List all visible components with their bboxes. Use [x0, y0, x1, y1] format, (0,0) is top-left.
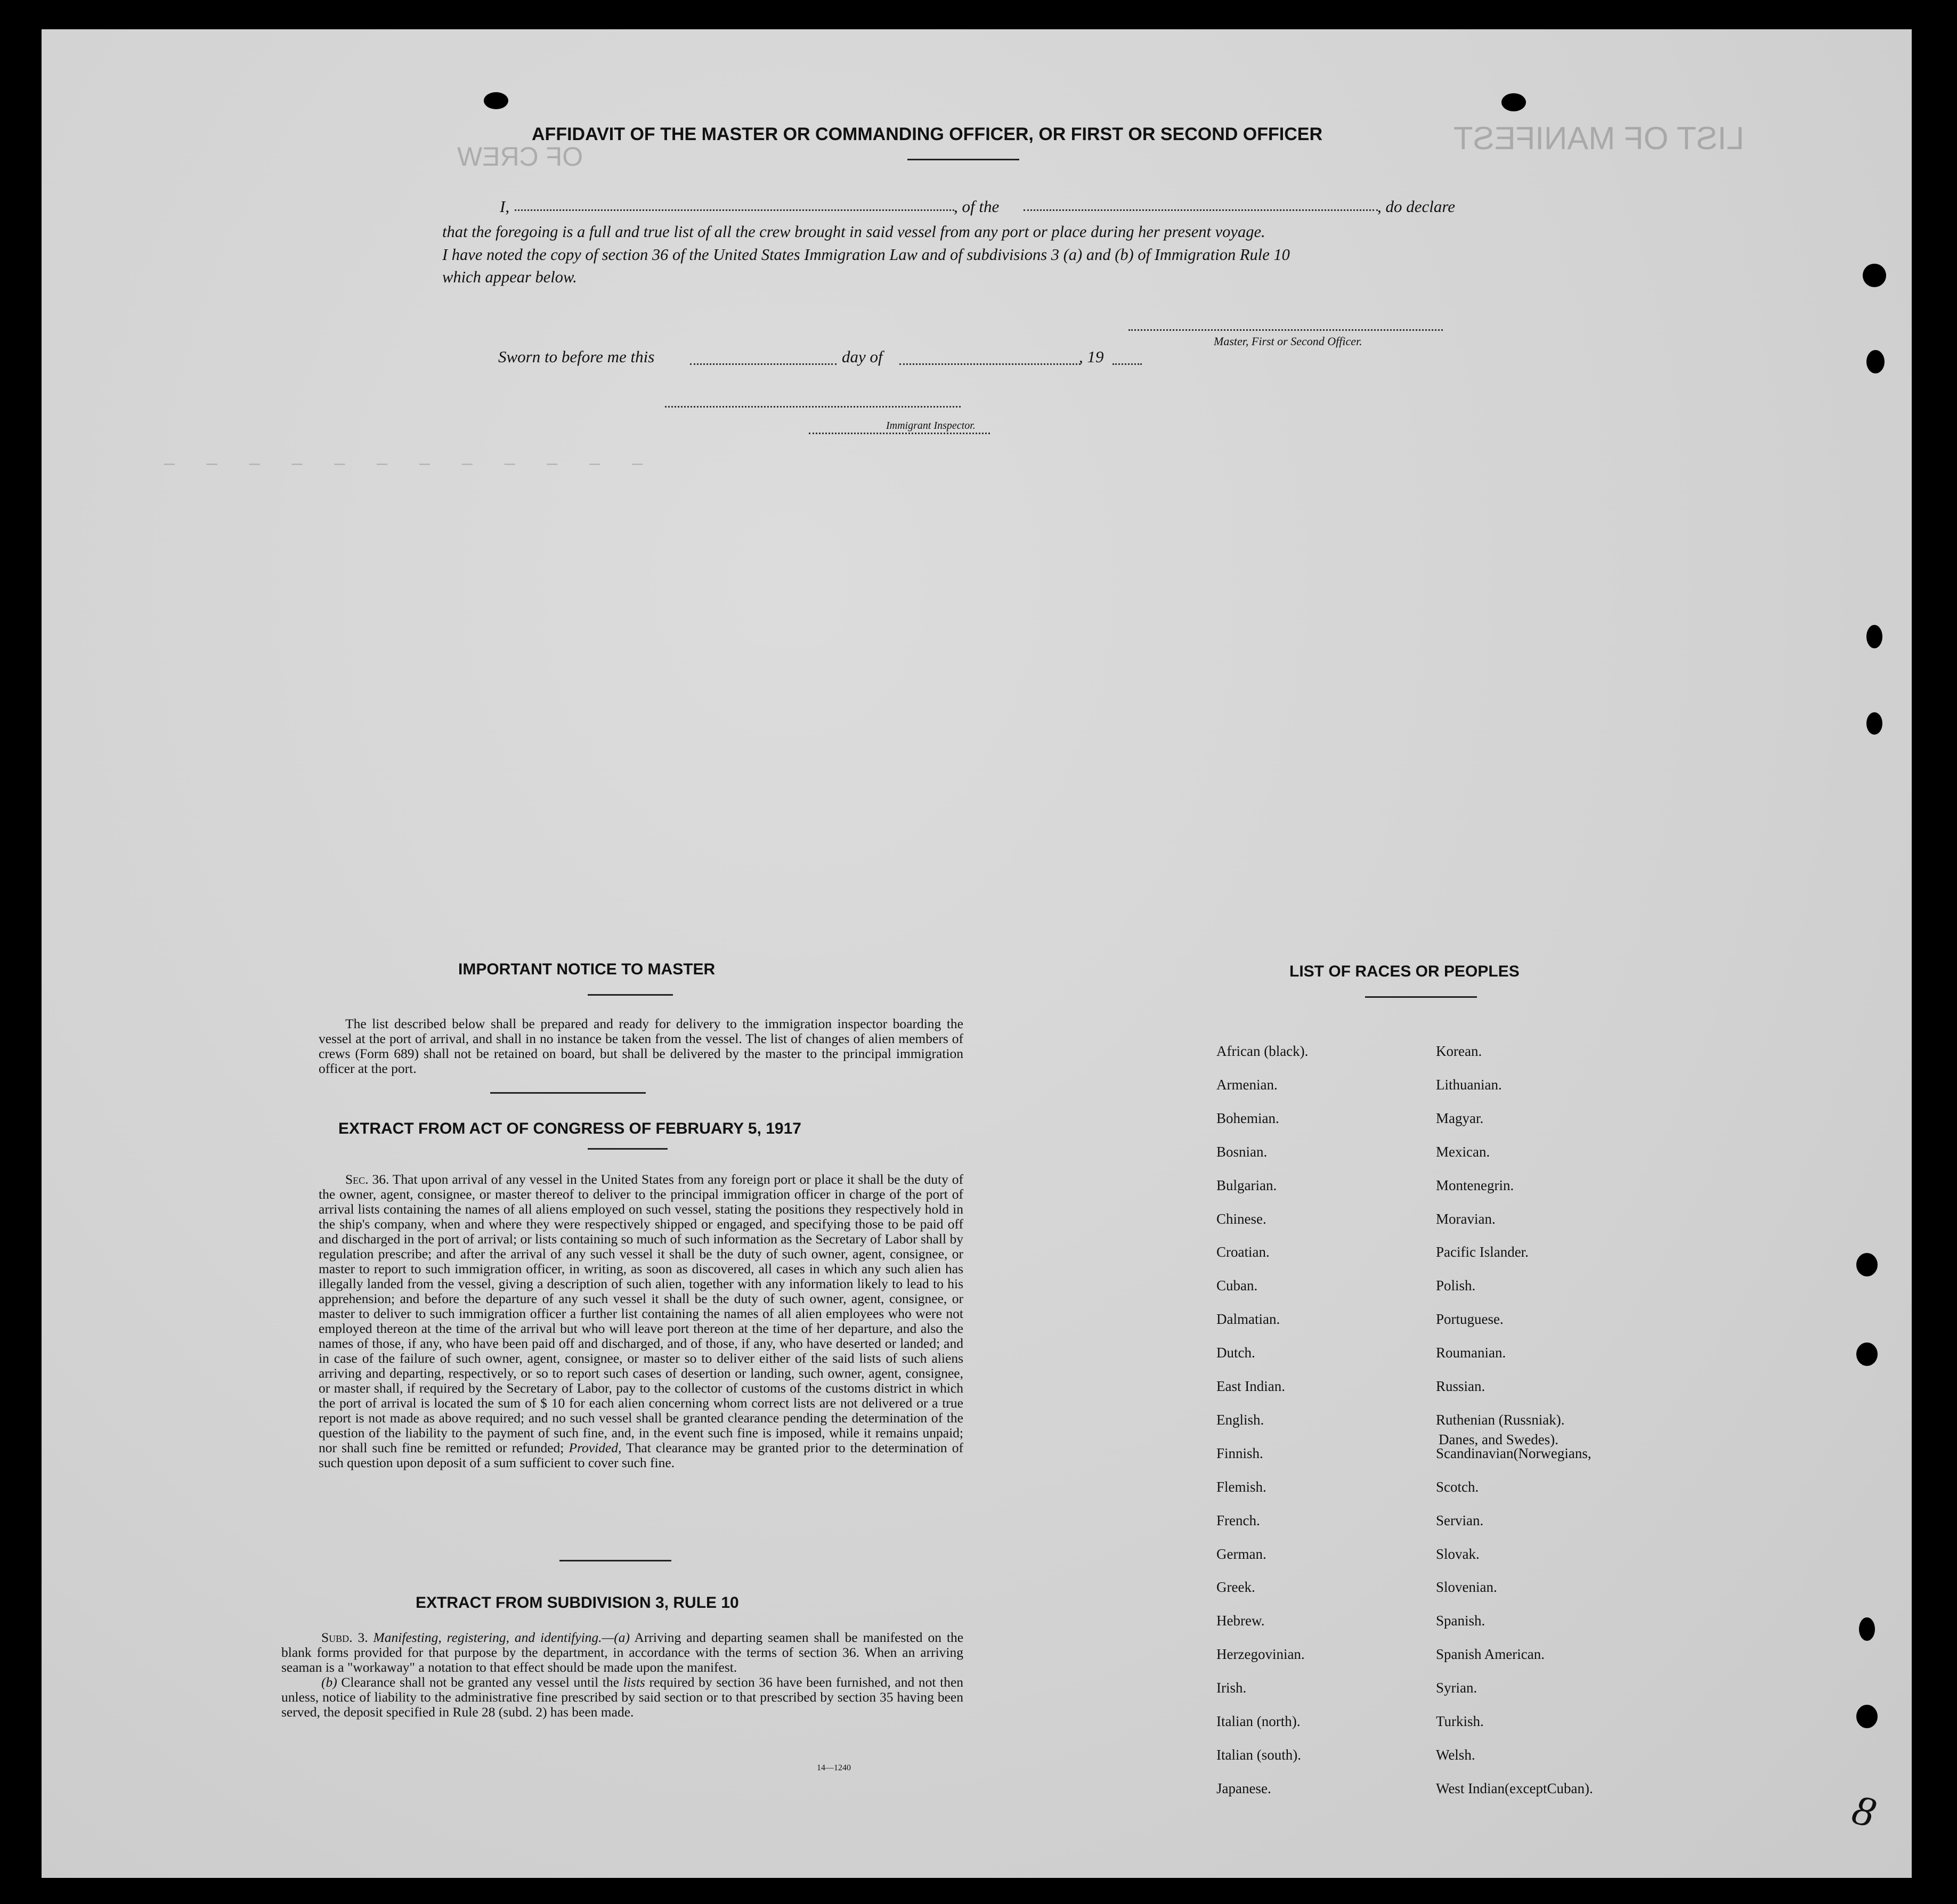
- race-entry: Bosnian.: [1216, 1143, 1268, 1160]
- bleed-through-text: ────────────: [164, 455, 675, 472]
- do-declare-label: , do declare: [1377, 197, 1456, 216]
- sworn-month-field[interactable]: [899, 363, 1081, 365]
- act-rule: [588, 1148, 668, 1150]
- sec-36-text: That upon arrival of any vessel in the United States from any foreign port or place it shall be the duty of the owner, agent, consignee, or master thereof to deliver to the principal immigration officer in charge of the port of arrival lists containing the names of all aliens employed on such vessel, stating the positions they respectively hold in the ship's company, when and where they were respectively shipped or engaged, and specifying those to be paid off and discharged in the port of arrival; or lists containing so much of such information as the Secretary of Labor shall by regulation prescribe; and after the arrival of any such vessel it shall be the duty of such owner, agent, consignee, or master to report to such immigration officer, in writing, as soon as discovered, all cases in which any such alien has illegally landed from the vessel, giving a description of such alien, together with any information likely to lead to his apprehension; and before the departure of any such vessel it shall be the duty of such owner, agent, consignee, or master to deliver to such immigration officer a further list containing the names of all alien employees who were not employed thereon at the time of the arrival but who will leave port thereon at the time of her departure, and also the names of those, if any, who have been paid off and discharged, and of those, if any, who have deserted or landed; and in case of the failure of such owner, agent, consignee, or master so to deliver either of the said lists of such aliens arriving and departing, respectively, or so to report such cases of desertion or landing, such owner, agent, consignee, or master shall, if required by the Secretary of Labor, pay to the collector of customs of the customs district in which the port of arrival is located the sum of $ 10 for each alien concerning whom correct lists are not delivered or a true report is not made as above required; and no such vessel shall be granted clearance pending the determination of the question of the liability to the payment of such fine, and, in the event such fine is imposed, while it remains unpaid; nor shall such fine be remitted or refunded;: [319, 1171, 963, 1455]
- section-rule: [490, 1092, 646, 1094]
- races-title: LIST OF RACES OR PEOPLES: [1289, 963, 1520, 980]
- race-entry: Pacific Islander.: [1436, 1244, 1529, 1260]
- race-entry: Scotch.: [1436, 1478, 1479, 1495]
- sec-36-text-end: That clearance may be granted prior to the determination of such question upon deposit of a sum sufficient to cover such fine.: [319, 1440, 963, 1470]
- race-entry: Dutch.: [1216, 1345, 1255, 1361]
- race-entry: Portuguese.: [1436, 1311, 1504, 1328]
- races-rule: [1365, 996, 1477, 998]
- master-signature-label: Master, First or Second Officer.: [1214, 335, 1362, 348]
- race-entry: Dalmatian.: [1216, 1311, 1280, 1328]
- form-sheet: [42, 29, 1912, 1878]
- race-entry: French.: [1216, 1512, 1260, 1528]
- race-entry: Italian (south).: [1216, 1746, 1301, 1763]
- race-entry: Croatian.: [1216, 1244, 1270, 1260]
- declarant-name-field[interactable]: [515, 209, 954, 211]
- rule-extract-title: EXTRACT FROM SUBDIVISION 3, RULE 10: [416, 1594, 739, 1612]
- sec-label: Sec. 36.: [345, 1171, 389, 1187]
- race-entry: Scandinavian(Norwegians,: [1436, 1445, 1591, 1461]
- punch-hole: [1856, 1705, 1878, 1728]
- subd-b-text-1: Clearance shall not be granted any vessel until the: [341, 1674, 620, 1690]
- race-entry: Polish.: [1436, 1278, 1476, 1294]
- race-entry: Flemish.: [1216, 1478, 1266, 1495]
- race-entry: Korean.: [1436, 1043, 1482, 1059]
- master-signature-field[interactable]: [1128, 329, 1443, 331]
- inspector-label: Immigrant Inspector.: [886, 420, 976, 432]
- subd-b-lists: lists: [623, 1674, 645, 1690]
- race-entry: Cuban.: [1216, 1278, 1258, 1294]
- inspector-signature-field[interactable]: [665, 406, 961, 408]
- race-entry: African (black).: [1216, 1043, 1309, 1059]
- race-entry: Greek.: [1216, 1579, 1255, 1596]
- bleed-through-text: LIST OF MANIFEST: [1453, 120, 1744, 156]
- declarant-label: I,: [500, 197, 510, 216]
- race-entry: Herzegovinian.: [1216, 1646, 1305, 1663]
- act-extract-text: [319, 1172, 963, 1470]
- rule-extract-text: [281, 1630, 963, 1720]
- notice-text: The list described below shall be prepared and ready for delivery to the immigration inspector boarding the vessel at the port of arrival, and shall in no instance be taken from the vessel. The list of changes of alien members of crews (Form 689) shall not be retained on board, but shall be delivered by the master to the principal immigration officer at the port.: [319, 1016, 963, 1076]
- provided-label: Provided,: [569, 1440, 622, 1455]
- day-of-label: day of: [842, 347, 883, 366]
- race-entry: Bulgarian.: [1216, 1177, 1277, 1193]
- punch-hole: [1866, 625, 1882, 648]
- race-entry: Hebrew.: [1216, 1613, 1265, 1629]
- affidavit-line-2: that the foregoing is a full and true list of all the crew brought in said vessel from any port or place during her present voyage.: [442, 223, 1265, 241]
- affidavit-line-3: I have noted the copy of section 36 of the United States Immigration Law and of subdivisions 3 (a) and (b) of Immigration Rule 10: [442, 246, 1290, 264]
- subd-b-label: (b): [321, 1674, 337, 1690]
- race-entry: Chinese.: [1216, 1210, 1266, 1227]
- race-entry: Servian.: [1436, 1512, 1484, 1528]
- race-entry: Italian (north).: [1216, 1713, 1301, 1729]
- section-rule: [559, 1560, 671, 1561]
- race-entry: Armenian.: [1216, 1076, 1278, 1093]
- race-entry: Welsh.: [1436, 1746, 1475, 1763]
- race-entry: Slovenian.: [1436, 1579, 1497, 1596]
- vessel-name-field[interactable]: [1024, 209, 1378, 211]
- punch-hole: [1859, 1617, 1875, 1641]
- form-number: 14—1240: [817, 1763, 851, 1772]
- race-entry: Ruthenian (Russniak).: [1436, 1411, 1565, 1428]
- act-extract-title: EXTRACT FROM ACT OF CONGRESS OF FEBRUARY 5, 1917: [338, 1120, 801, 1137]
- sworn-day-field[interactable]: [690, 363, 837, 365]
- handwritten-page-mark: 8: [1847, 1786, 1880, 1837]
- race-entry: Finnish.: [1216, 1445, 1263, 1461]
- race-entry: Montenegrin.: [1436, 1177, 1514, 1193]
- punch-hole: [1856, 1342, 1878, 1366]
- race-entry-continuation: Danes, and Swedes).: [1439, 1431, 1558, 1447]
- notice-rule: [588, 994, 673, 996]
- punch-hole: [484, 92, 508, 109]
- race-entry: Bohemian.: [1216, 1110, 1279, 1126]
- punch-hole: [1856, 1253, 1878, 1276]
- of-the-label: , of the: [954, 197, 1000, 216]
- race-entry: Syrian.: [1436, 1680, 1477, 1696]
- race-entry: Spanish American.: [1436, 1646, 1545, 1663]
- punch-hole: [1866, 712, 1882, 735]
- punch-hole: [1863, 264, 1886, 287]
- race-entry: Roumanian.: [1436, 1345, 1506, 1361]
- race-entry: East Indian.: [1216, 1378, 1285, 1394]
- race-entry: Slovak.: [1436, 1545, 1480, 1562]
- notice-title: IMPORTANT NOTICE TO MASTER: [458, 961, 716, 978]
- race-entry: German.: [1216, 1545, 1266, 1562]
- race-entry: Russian.: [1436, 1378, 1485, 1394]
- affidavit-title: AFFIDAVIT OF THE MASTER OR COMMANDING OFFICER, OR FIRST OR SECOND OFFICER: [532, 124, 1322, 144]
- affidavit-line-4: which appear below.: [442, 268, 577, 286]
- subd-b-text-2: required by section 36 have been furnished, and not then unless, notice of liability to the administrative fine prescribed by said section or to that prescribed by section 35 having been served, the deposit specified in Rule 28 (subd. 2) has been made.: [281, 1674, 964, 1720]
- race-entry: Turkish.: [1436, 1713, 1484, 1729]
- race-entry: Moravian.: [1436, 1210, 1496, 1227]
- race-entry: Mexican.: [1436, 1143, 1490, 1160]
- race-entry: Lithuanian.: [1436, 1076, 1502, 1093]
- inspector-line: [809, 433, 990, 434]
- punch-hole: [1501, 93, 1526, 111]
- subd-label: Subd. 3.: [321, 1630, 368, 1645]
- title-rule: [907, 159, 1019, 160]
- subd-heading: Manifesting, registering, and identifying.—(a): [373, 1630, 630, 1645]
- race-entry: Spanish.: [1436, 1613, 1485, 1629]
- year-label: , 19: [1079, 347, 1104, 366]
- race-entry: West Indian(exceptCuban).: [1436, 1780, 1593, 1796]
- race-entry: Magyar.: [1436, 1110, 1484, 1126]
- race-entry: English.: [1216, 1411, 1264, 1428]
- race-entry: Japanese.: [1216, 1780, 1271, 1796]
- sworn-label: Sworn to before me this: [498, 347, 655, 366]
- race-entry: Irish.: [1216, 1680, 1247, 1696]
- sworn-year-field[interactable]: [1113, 363, 1142, 365]
- bleed-through-text: OF CREW: [457, 142, 583, 172]
- subd-a-text: Arriving and departing seamen shall be manifested on the blank forms provided for that purpose by the department, in accordance with the terms of section 36. When an arriving seaman is a "workaway" a notation to that effect should be made upon the manifest.: [281, 1630, 964, 1675]
- punch-hole: [1866, 350, 1885, 373]
